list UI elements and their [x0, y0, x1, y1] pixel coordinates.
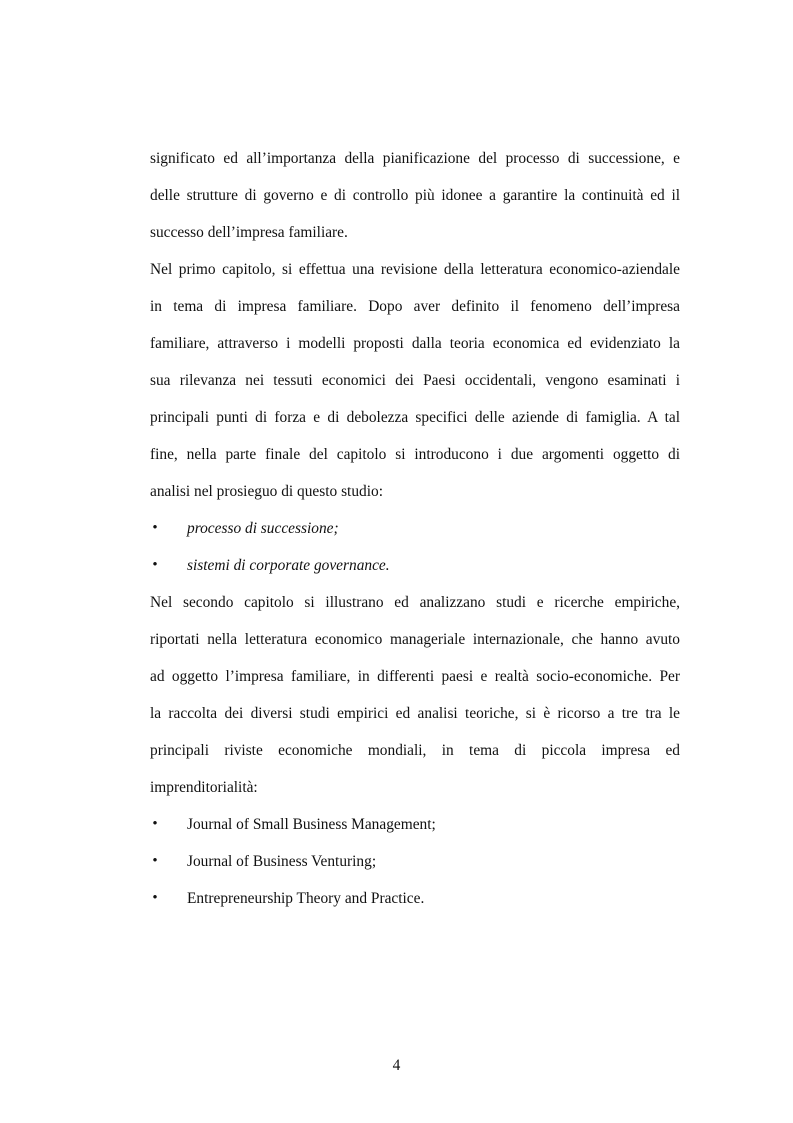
document-body — [150, 140, 680, 917]
text-line: principali riviste economiche mondiali, in tema di piccola impresa ed — [150, 742, 680, 759]
list-item — [150, 806, 680, 843]
text-line: Nel secondo capitolo si illustrano ed analizzano studi e ricerche empiriche, — [150, 594, 680, 611]
list-item — [150, 880, 680, 917]
text-line: sua rilevanza nei tessuti economici dei Paesi occidentali, vengono esaminati i — [150, 372, 680, 389]
list-item-text: Journal of Business Venturing; — [187, 853, 377, 870]
text-line: principali punti di forza e di debolezza specifici delle aziende di famiglia. A tal — [150, 409, 680, 426]
bullet-icon: • — [152, 816, 158, 832]
text-line: delle strutture di governo e di controllo più idonee a garantire la continuità ed il — [150, 187, 680, 204]
list-item-text: sistemi di corporate governance. — [187, 557, 390, 574]
text-line: riportati nella letteratura economico manageriale internazionale, che hanno avuto — [150, 631, 680, 648]
bullet-icon: • — [152, 557, 158, 573]
list-item — [150, 843, 680, 880]
list-item — [150, 510, 680, 547]
text-line: imprenditorialità: — [150, 779, 258, 796]
text-line: significato ed all’importanza della pianificazione del processo di successione, e — [150, 150, 680, 167]
bullet-icon: • — [152, 853, 158, 869]
list-item-text: Entrepreneurship Theory and Practice. — [187, 890, 425, 907]
list-item-text: Journal of Small Business Management; — [187, 816, 436, 833]
text-line: ad oggetto l’impresa familiare, in differenti paesi e realtà socio-economiche. Per — [150, 668, 680, 685]
list-item-text: processo di successione; — [187, 520, 339, 537]
text-line: Nel primo capitolo, si effettua una revisione della letteratura economico-aziendale — [150, 261, 680, 278]
bullet-icon: • — [152, 520, 158, 536]
list-item — [150, 547, 680, 584]
text-line: la raccolta dei diversi studi empirici ed analisi teoriche, si è ricorso a tre tra le — [150, 705, 680, 722]
text-line: in tema di impresa familiare. Dopo aver definito il fenomeno dell’impresa — [150, 298, 680, 315]
text-line: familiare, attraverso i modelli proposti dalla teoria economica ed evidenziato la — [150, 335, 680, 352]
text-line: analisi nel prosieguo di questo studio: — [150, 483, 383, 500]
page-number: 4 — [392, 1057, 401, 1074]
text-line: fine, nella parte finale del capitolo si introducono i due argomenti oggetto di — [150, 446, 680, 463]
bullet-icon: • — [152, 890, 158, 906]
text-line: successo dell’impresa familiare. — [150, 224, 348, 241]
